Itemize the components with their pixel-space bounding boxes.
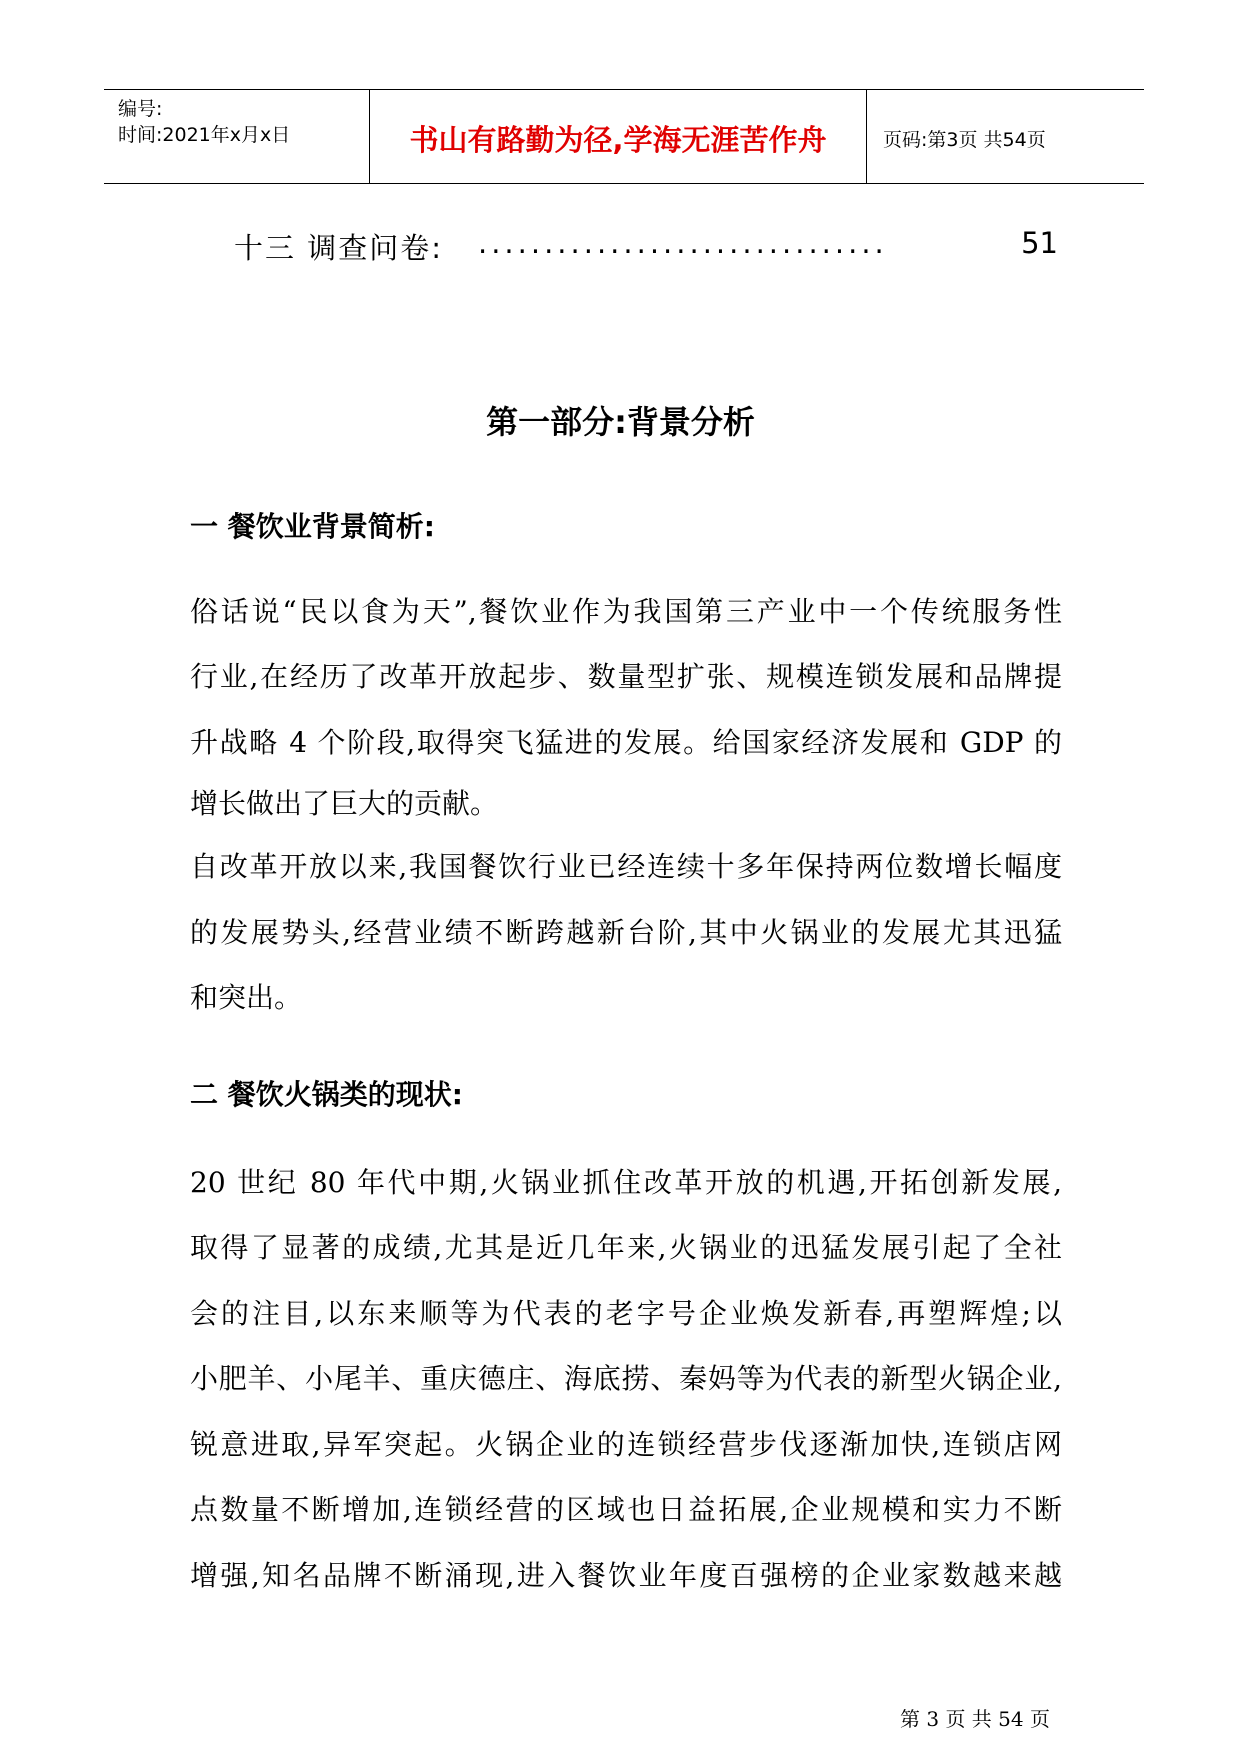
page-footer: 第 3 页 共 54 页 bbox=[900, 1707, 1050, 1731]
paragraph-line: 取得了显著的成绩,尤其是近几年来,火锅业的迅猛发展引起了全社 bbox=[190, 1231, 1062, 1264]
header-page-info: 页码:第3页 共54页 bbox=[883, 129, 1046, 151]
toc-entry-leader: ............................... bbox=[478, 226, 888, 260]
paragraph-line: 和突出。 bbox=[190, 981, 303, 1014]
paragraph-line: 锐意进取,异军突起。火锅企业的连锁经营步伐逐渐加快,连锁店网 bbox=[190, 1428, 1062, 1461]
toc-entry bbox=[234, 226, 1058, 266]
paragraph-line: 增长做出了巨大的贡献。 bbox=[190, 787, 499, 820]
paragraph-line: 的发展势头,经营业绩不断跨越新台阶,其中火锅业的发展尤其迅猛 bbox=[190, 916, 1062, 949]
paragraph-line: 升战略 4 个阶段,取得突飞猛进的发展。给国家经济发展和 GDP 的 bbox=[190, 726, 1062, 759]
paragraph-line: 增强,知名品牌不断涌现,进入餐饮业年度百强榜的企业家数越来越 bbox=[190, 1559, 1062, 1592]
paragraph-line: 20 世纪 80 年代中期,火锅业抓住改革开放的机遇,开拓创新发展, bbox=[190, 1166, 1062, 1199]
header-motto: 书山有路勤为径,学海无涯苦作舟 bbox=[409, 123, 827, 157]
paragraph-line: 小肥羊、小尾羊、重庆德庄、海底捞、秦妈等为代表的新型火锅企业, bbox=[190, 1362, 1062, 1395]
page-header bbox=[104, 89, 1144, 184]
paragraph-line: 自改革开放以来,我国餐饮行业已经连续十多年保持两位数增长幅度 bbox=[190, 850, 1062, 883]
paragraph-line: 点数量不断增加,连锁经营的区域也日益拓展,企业规模和实力不断 bbox=[190, 1493, 1062, 1526]
paragraph-line: 会的注目,以东来顺等为代表的老字号企业焕发新春,再塑辉煌;以 bbox=[190, 1297, 1062, 1330]
time-label: 时间:2021年x月x日 bbox=[118, 124, 291, 146]
toc-entry-page: 51 bbox=[1021, 226, 1058, 260]
header-meta-cell bbox=[104, 90, 370, 183]
section-heading-1: 一 餐饮业背景简析: bbox=[190, 510, 435, 543]
header-page-cell bbox=[867, 90, 1144, 183]
section-heading-2: 二 餐饮火锅类的现状: bbox=[190, 1078, 463, 1111]
toc-entry-label: 十三 调查问卷: bbox=[234, 231, 443, 265]
paragraph-line: 俗话说“民以食为天”,餐饮业作为我国第三产业中一个传统服务性 bbox=[190, 595, 1062, 628]
paragraph-line: 行业,在经历了改革开放起步、数量型扩张、规模连锁发展和品牌提 bbox=[190, 660, 1062, 693]
part-title: 第一部分:背景分析 bbox=[486, 403, 755, 441]
serial-label: 编号: bbox=[118, 98, 163, 120]
header-motto-cell bbox=[370, 90, 867, 183]
